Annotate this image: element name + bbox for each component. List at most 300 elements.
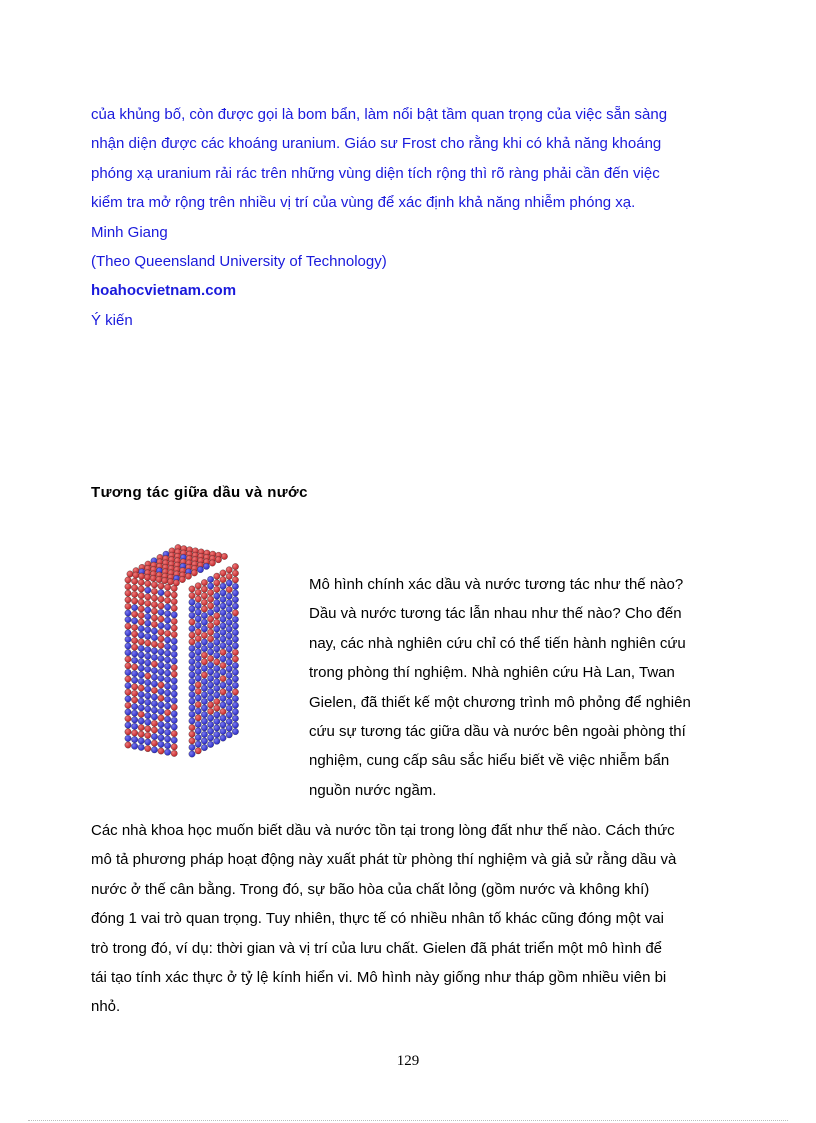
oil-bead xyxy=(138,606,144,612)
water-bead xyxy=(189,645,195,651)
footer-divider xyxy=(28,1120,788,1121)
oil-bead xyxy=(151,615,157,621)
oil-bead xyxy=(138,573,144,579)
text-line: nghiệm, cung cấp sâu sắc hiểu biết về việc nhiễm bẩn xyxy=(309,752,670,770)
water-bead xyxy=(158,609,164,615)
oil-bead xyxy=(156,576,162,582)
water-bead xyxy=(220,636,226,642)
oil-bead xyxy=(125,676,131,682)
water-bead xyxy=(189,711,195,717)
oil-bead xyxy=(151,582,157,588)
water-bead xyxy=(158,728,164,734)
comment-link[interactable]: Ý kiến xyxy=(91,311,133,329)
water-bead xyxy=(151,674,157,680)
water-bead xyxy=(232,682,238,688)
water-bead xyxy=(158,669,164,675)
oil-bead xyxy=(189,586,195,592)
water-bead xyxy=(195,708,201,714)
water-bead xyxy=(226,705,232,711)
text-line: nhận diện được các khoáng uranium. Giáo sư Frost cho rằng khi có khả năng khoáng xyxy=(91,135,662,153)
oil-bead xyxy=(145,594,151,600)
oil-bead xyxy=(220,675,226,681)
site-link[interactable]: hoahocvietnam.com xyxy=(91,282,237,300)
oil-bead xyxy=(125,577,131,583)
oil-bead xyxy=(220,649,226,655)
oil-bead xyxy=(131,730,137,736)
oil-bead xyxy=(214,698,220,704)
oil-bead xyxy=(145,673,151,679)
water-bead xyxy=(164,624,170,630)
water-bead xyxy=(214,731,220,737)
oil-bead xyxy=(125,583,131,589)
water-bead xyxy=(201,692,207,698)
oil-bead xyxy=(201,593,207,599)
oil-bead xyxy=(220,662,226,668)
oil-bead xyxy=(164,630,170,636)
oil-bead xyxy=(125,656,131,662)
water-bead xyxy=(195,721,201,727)
oil-bead xyxy=(131,631,137,637)
water-bead xyxy=(220,669,226,675)
text-line: nhỏ. xyxy=(91,998,121,1016)
text-line: mô tả phương pháp hoạt động này xuất phát từ phòng thí nghiệm và giả sử rằng dầu và xyxy=(91,851,677,869)
water-bead xyxy=(189,751,195,757)
water-bead xyxy=(158,622,164,628)
water-bead xyxy=(214,606,220,612)
water-bead xyxy=(164,716,170,722)
water-bead xyxy=(207,721,213,727)
oil-bead xyxy=(145,726,151,732)
oil-bead xyxy=(201,579,207,585)
water-bead xyxy=(226,606,232,612)
water-bead xyxy=(201,639,207,645)
water-bead xyxy=(195,609,201,615)
water-bead xyxy=(220,715,226,721)
water-bead xyxy=(138,691,144,697)
water-bead xyxy=(171,684,177,690)
oil-bead xyxy=(232,577,238,583)
water-bead xyxy=(138,665,144,671)
intro-paragraph xyxy=(309,570,729,805)
water-bead xyxy=(171,638,177,644)
oil-water-model-figure xyxy=(120,540,270,770)
water-bead xyxy=(164,643,170,649)
oil-bead xyxy=(151,661,157,667)
water-bead xyxy=(189,665,195,671)
water-bead xyxy=(232,629,238,635)
water-bead xyxy=(214,646,220,652)
water-bead xyxy=(195,602,201,608)
oil-bead xyxy=(226,586,232,592)
text-line: nay, các nhà nghiên cứu chỉ có thể tiến hành nghiên cứu xyxy=(309,634,686,652)
water-bead xyxy=(232,728,238,734)
water-bead xyxy=(207,728,213,734)
water-bead xyxy=(226,646,232,652)
water-bead xyxy=(131,710,137,716)
oil-bead xyxy=(151,601,157,607)
oil-bead xyxy=(201,672,207,678)
water-bead xyxy=(232,695,238,701)
water-bead xyxy=(214,718,220,724)
water-bead xyxy=(214,593,220,599)
oil-bead xyxy=(138,619,144,625)
oil-bead xyxy=(195,635,201,641)
oil-bead xyxy=(171,592,177,598)
water-bead xyxy=(189,612,195,618)
oil-bead xyxy=(145,600,151,606)
water-bead xyxy=(171,678,177,684)
oil-bead xyxy=(189,619,195,625)
oil-bead xyxy=(201,659,207,665)
water-bead xyxy=(201,744,207,750)
water-bead xyxy=(226,639,232,645)
water-bead xyxy=(164,670,170,676)
oil-bead xyxy=(125,729,131,735)
oil-bead xyxy=(232,649,238,655)
oil-bead xyxy=(171,730,177,736)
oil-bead xyxy=(214,580,220,586)
water-bead xyxy=(220,656,226,662)
oil-bead xyxy=(125,742,131,748)
oil-bead xyxy=(138,592,144,598)
oil-bead xyxy=(151,740,157,746)
oil-bead xyxy=(232,570,238,576)
text-line: Các nhà khoa học muốn biết dầu và nước tồn tại trong lòng đất như thế nào. Cách thức xyxy=(91,822,675,839)
water-bead xyxy=(164,690,170,696)
oil-bead xyxy=(214,613,220,619)
water-bead xyxy=(214,672,220,678)
text-line: trong phòng thí nghiệm. Nhà nghiên cứu Hà Lan, Twan xyxy=(309,664,675,682)
water-bead xyxy=(125,669,131,675)
water-bead xyxy=(220,702,226,708)
water-bead xyxy=(214,679,220,685)
oil-bead xyxy=(171,664,177,670)
text-line: kiểm tra mở rộng trên nhiều vị trí của vùng để xác định khả năng nhiễm phóng xạ. xyxy=(91,194,636,212)
oil-bead xyxy=(195,629,201,635)
oil-bead xyxy=(214,705,220,711)
water-bead xyxy=(164,676,170,682)
water-bead xyxy=(214,652,220,658)
water-bead xyxy=(232,603,238,609)
oil-bead xyxy=(151,621,157,627)
water-bead xyxy=(189,705,195,711)
page-number: 129 xyxy=(396,1053,420,1069)
water-bead xyxy=(232,616,238,622)
water-bead xyxy=(145,686,151,692)
water-bead xyxy=(226,725,232,731)
oil-bead xyxy=(151,720,157,726)
water-bead xyxy=(131,670,137,676)
water-bead xyxy=(220,616,226,622)
water-bead xyxy=(131,604,137,610)
water-bead xyxy=(125,643,131,649)
water-bead xyxy=(220,609,226,615)
oil-bead xyxy=(214,619,220,625)
oil-bead xyxy=(232,563,238,569)
water-bead xyxy=(164,683,170,689)
water-bead xyxy=(195,728,201,734)
water-bead xyxy=(171,711,177,717)
water-bead xyxy=(207,715,213,721)
oil-bead xyxy=(191,570,197,576)
water-bead xyxy=(171,645,177,651)
water-bead xyxy=(226,699,232,705)
oil-bead xyxy=(158,616,164,622)
water-bead xyxy=(158,721,164,727)
water-bead xyxy=(226,712,232,718)
water-bead xyxy=(201,731,207,737)
water-bead xyxy=(207,649,213,655)
water-bead xyxy=(207,669,213,675)
oil-bead xyxy=(145,732,151,738)
text-line: cứu sự tương tác giữa dầu và nước bên ngoài phòng thí xyxy=(309,723,686,741)
text-line: của khủng bố, còn được gọi là bom bẩn, làm nổi bật tầm quan trọng của việc sẵn sàng xyxy=(91,106,668,123)
water-bead xyxy=(189,625,195,631)
water-bead xyxy=(232,662,238,668)
water-bead xyxy=(158,675,164,681)
water-bead xyxy=(164,742,170,748)
oil-bead xyxy=(179,576,185,582)
water-bead xyxy=(125,649,131,655)
water-bead xyxy=(145,679,151,685)
oil-bead xyxy=(151,641,157,647)
water-bead xyxy=(226,732,232,738)
water-bead xyxy=(131,657,137,663)
source-credit: (Theo Queensland University of Technology) xyxy=(91,253,387,271)
water-bead xyxy=(158,589,164,595)
water-bead xyxy=(207,642,213,648)
water-bead xyxy=(195,695,201,701)
water-bead xyxy=(207,741,213,747)
water-bead xyxy=(131,736,137,742)
water-bead xyxy=(189,672,195,678)
water-bead xyxy=(201,619,207,625)
water-bead xyxy=(195,734,201,740)
water-bead xyxy=(151,681,157,687)
water-bead xyxy=(145,633,151,639)
water-bead xyxy=(145,653,151,659)
text-line: trò trong đó, ví dụ: thời gian và vị trí của lưu chất. Gielen đã phát triển một mô hình để xyxy=(91,939,663,957)
oil-bead xyxy=(207,636,213,642)
oil-bead xyxy=(209,560,215,566)
water-bead xyxy=(214,665,220,671)
oil-bead xyxy=(195,748,201,754)
oil-bead xyxy=(151,608,157,614)
oil-bead xyxy=(201,652,207,658)
oil-bead xyxy=(127,571,133,577)
water-bead xyxy=(151,667,157,673)
water-bead xyxy=(164,696,170,702)
oil-bead xyxy=(158,695,164,701)
water-bead xyxy=(125,696,131,702)
water-bead xyxy=(138,632,144,638)
water-bead xyxy=(125,722,131,728)
water-bead xyxy=(220,603,226,609)
oil-bead xyxy=(221,553,227,559)
water-bead xyxy=(195,675,201,681)
water-bead xyxy=(220,695,226,701)
water-bead xyxy=(138,672,144,678)
oil-bead xyxy=(138,724,144,730)
oil-bead xyxy=(131,644,137,650)
water-bead xyxy=(207,583,213,589)
water-bead xyxy=(201,718,207,724)
oil-bead xyxy=(226,567,232,573)
text-line: tái tạo tính xác thực ở tỷ lệ kính hiển vi. Mô hình này giống như tháp gồm nhiều viên bi xyxy=(91,969,667,987)
water-bead xyxy=(195,655,201,661)
water-bead xyxy=(214,692,220,698)
oil-bead xyxy=(162,577,168,583)
water-bead xyxy=(220,642,226,648)
water-bead xyxy=(232,715,238,721)
oil-bead xyxy=(173,580,179,586)
water-bead xyxy=(145,693,151,699)
water-bead xyxy=(171,691,177,697)
water-bead xyxy=(232,623,238,629)
water-bead xyxy=(131,703,137,709)
oil-bead xyxy=(201,599,207,605)
oil-bead xyxy=(131,611,137,617)
water-bead xyxy=(138,705,144,711)
oil-bead xyxy=(145,580,151,586)
oil-bead xyxy=(164,591,170,597)
water-bead xyxy=(158,649,164,655)
water-bead xyxy=(171,724,177,730)
oil-bead xyxy=(138,586,144,592)
oil-bead xyxy=(232,656,238,662)
oil-bead xyxy=(189,632,195,638)
water-bead xyxy=(195,668,201,674)
water-bead xyxy=(164,703,170,709)
oil-bead xyxy=(207,629,213,635)
water-bead xyxy=(226,619,232,625)
water-bead xyxy=(232,676,238,682)
water-bead xyxy=(207,735,213,741)
oil-bead xyxy=(185,573,191,579)
oil-bead xyxy=(125,623,131,629)
water-bead xyxy=(138,625,144,631)
text-line: Gielen, đã thiết kế một chương trình mô phỏng để nghiên xyxy=(309,693,691,711)
water-bead xyxy=(138,678,144,684)
oil-bead xyxy=(189,639,195,645)
water-bead xyxy=(195,741,201,747)
oil-bead xyxy=(214,586,220,592)
water-bead xyxy=(131,723,137,729)
oil-bead xyxy=(164,597,170,603)
oil-bead xyxy=(171,598,177,604)
water-bead xyxy=(164,663,170,669)
water-bead xyxy=(145,620,151,626)
oil-bead xyxy=(151,687,157,693)
oil-bead xyxy=(167,579,173,585)
water-bead xyxy=(226,685,232,691)
water-bead xyxy=(195,616,201,622)
water-bead xyxy=(207,576,213,582)
text-line: nguồn nước ngầm. xyxy=(309,781,437,799)
water-bead xyxy=(189,698,195,704)
oil-bead xyxy=(195,688,201,694)
water-bead xyxy=(125,709,131,715)
water-bead xyxy=(125,636,131,642)
water-bead xyxy=(232,583,238,589)
water-bead xyxy=(195,642,201,648)
water-bead xyxy=(145,613,151,619)
water-bead xyxy=(201,665,207,671)
oil-bead xyxy=(214,659,220,665)
oil-bead xyxy=(195,715,201,721)
water-bead xyxy=(214,632,220,638)
oil-bead xyxy=(207,622,213,628)
oil-bead xyxy=(158,682,164,688)
water-bead xyxy=(226,692,232,698)
text-line: phóng xạ uranium rải rác trên những vùng diện tích rộng thì rõ ràng phải cần đến việc xyxy=(91,164,660,182)
oil-bead xyxy=(207,702,213,708)
water-bead xyxy=(201,738,207,744)
water-bead xyxy=(232,722,238,728)
water-bead xyxy=(151,634,157,640)
water-bead xyxy=(138,652,144,658)
oil-bead xyxy=(131,591,137,597)
water-bead xyxy=(151,707,157,713)
water-bead xyxy=(220,728,226,734)
oil-bead xyxy=(215,557,221,563)
oil-bead xyxy=(207,655,213,661)
oil-bead xyxy=(158,583,164,589)
oil-bead xyxy=(220,570,226,576)
water-bead xyxy=(195,662,201,668)
oil-bead xyxy=(125,702,131,708)
oil-bead xyxy=(125,715,131,721)
water-bead xyxy=(158,655,164,661)
water-bead xyxy=(203,563,209,569)
water-bead xyxy=(220,722,226,728)
water-bead xyxy=(195,622,201,628)
article-tail xyxy=(91,100,731,335)
oil-bead xyxy=(138,579,144,585)
oil-bead xyxy=(195,583,201,589)
water-bead xyxy=(158,688,164,694)
oil-bead xyxy=(125,663,131,669)
water-bead xyxy=(214,639,220,645)
water-bead xyxy=(164,749,170,755)
oil-bead xyxy=(145,640,151,646)
oil-bead xyxy=(201,586,207,592)
oil-bead xyxy=(201,606,207,612)
water-bead xyxy=(145,587,151,593)
water-bead xyxy=(145,706,151,712)
water-bead xyxy=(151,648,157,654)
oil-bead xyxy=(150,575,156,581)
water-bead xyxy=(220,623,226,629)
water-bead xyxy=(158,708,164,714)
oil-bead xyxy=(131,697,137,703)
water-bead xyxy=(125,735,131,741)
oil-bead xyxy=(151,588,157,594)
oil-bead xyxy=(189,724,195,730)
oil-bead xyxy=(207,589,213,595)
water-bead xyxy=(131,717,137,723)
body-paragraph xyxy=(91,816,731,1022)
oil-bead xyxy=(220,689,226,695)
water-bead xyxy=(145,699,151,705)
water-bead xyxy=(125,616,131,622)
water-bead xyxy=(151,714,157,720)
water-bead xyxy=(125,630,131,636)
oil-bead xyxy=(145,745,151,751)
water-bead xyxy=(226,672,232,678)
water-bead xyxy=(201,705,207,711)
water-bead xyxy=(207,662,213,668)
